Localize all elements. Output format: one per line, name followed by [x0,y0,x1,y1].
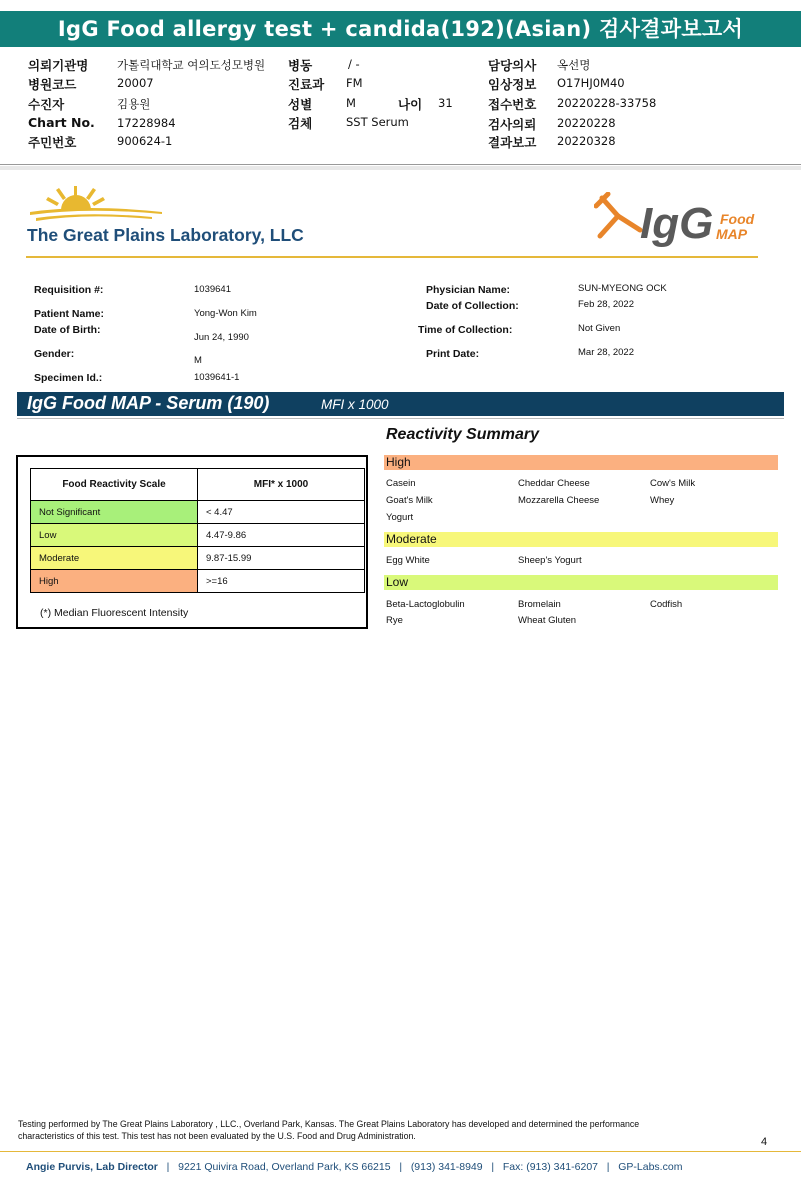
value-chart-no: 17228984 [117,116,176,130]
high-band: High [384,455,778,470]
high-item: Cheddar Cheese [518,478,590,489]
value-institution: 가톨릭대학교 여의도성모병원 [117,58,266,72]
lab-director: Angie Purvis, Lab Director [26,1161,158,1173]
scale-row [31,570,365,593]
physician-label: Physician Name: [426,284,511,296]
lab-website[interactable]: GP-Labs.com [618,1161,683,1173]
high-item: Mozzarella Cheese [518,495,600,506]
patient-name-value: Yong-Won Kim [194,308,257,319]
label-clinical-info: 임상정보 [488,77,537,92]
scale-range: < 4.47 [198,501,365,524]
igg-logo-text: IgG [640,199,714,248]
sun-logo-icon [26,184,166,226]
dob-value: Jun 24, 1990 [194,332,249,343]
footer-disclaimer-line1: Testing performed by The Great Plains Laboratory , LLC., Overland Park, Kansas. The Great Plains Laboratory has developed and determined the performance [18,1119,640,1129]
moderate-band: Moderate [384,532,778,547]
value-specimen: SST Serum [346,115,409,129]
footer-contact: Angie Purvis, Lab Director | 9221 Quivira Road, Overland Park, KS 66215 | (913) 341-8949 | Fax: (913) 341-6207 | GP-Labs.com [26,1161,683,1173]
lab-phone: (913) 341-8949 [410,1161,483,1173]
collection-date-label: Date of Collection: [426,300,519,312]
specimen-value: 1039641-1 [194,372,240,383]
report-title: IgG Food allergy test + candida(192)(Asian) 검사결과보고서 [0,11,801,47]
high-item: Yogurt [386,512,414,523]
scale-row [31,547,365,570]
physician-value: SUN-MYEONG OCK [578,283,667,294]
value-doctor: 옥선명 [557,58,591,72]
requisition-value: 1039641 [194,284,231,295]
scale-range: 4.47-9.86 [198,524,365,547]
scale-level: Not Significant [31,501,198,524]
value-patient: 김용원 [117,97,151,111]
value-age: 31 [438,96,453,110]
header-divider [0,164,801,165]
scale-range: 9.87-15.99 [198,547,365,570]
label-report-date: 결과보고 [488,135,537,150]
label-ward: 병동 [288,58,313,73]
label-resident-no: 주민번호 [28,135,77,150]
page-number: 4 [761,1136,768,1148]
scale-col-mfi-header: MFI* x 1000 [198,469,365,501]
label-institution: 의뢰기관명 [28,58,89,73]
label-sex: 성별 [288,97,313,112]
print-date-label: Print Date: [426,348,480,360]
logo-map: MAP [716,226,748,242]
label-specimen: 검체 [288,116,313,131]
high-item: Casein [386,478,416,489]
label-age: 나이 [398,97,423,112]
moderate-item: Sheep's Yogurt [518,555,582,566]
scale-row [31,501,365,524]
header-shadow [0,166,801,170]
logo-food: Food [720,211,755,227]
mfi-footnote: (*) Median Fluorescent Intensity [40,607,189,619]
requisition-label: Requisition #: [34,284,104,296]
scale-level: Low [31,524,198,547]
value-request-date: 20220228 [557,116,616,130]
patient-name-label: Patient Name: [34,308,105,320]
value-resident-no: 900624-1 [117,134,173,148]
section-title-bar [17,392,784,416]
value-report-date: 20220328 [557,134,616,148]
value-department: FM [346,76,363,90]
lab-fax: Fax: (913) 341-6207 [502,1161,599,1173]
label-patient: 수진자 [28,97,65,112]
scale-header-row [31,469,365,501]
reactivity-scale-box [16,455,368,629]
section-subtitle: MFI x 1000 [321,397,389,412]
high-item: Goat's Milk [386,495,433,506]
scale-level: Moderate [31,547,198,570]
label-department: 진료과 [288,77,325,92]
moderate-item: Egg White [386,555,430,566]
value-receipt-no: 20220228-33758 [557,96,657,110]
value-hospital-code: 20007 [117,76,154,90]
scale-level: High [31,570,198,593]
high-item: Cow's Milk [650,478,696,489]
reactivity-scale-table [30,468,365,593]
low-band: Low [384,575,778,590]
section-title: IgG Food MAP - Serum (190) [27,393,270,413]
low-item: Bromelain [518,599,561,610]
lab-address: 9221 Quivira Road, Overland Park, KS 66215 [178,1161,391,1173]
footer-disclaimer-line2: characteristics of this test. This test has not been evaluated by the U.S. Food and Drug Administration. [18,1131,416,1141]
scale-row [31,524,365,547]
label-doctor: 담당의사 [488,58,537,73]
low-item: Codfish [650,599,683,610]
gold-divider [26,256,758,258]
value-clinical-info: O17HJ0M40 [557,76,625,90]
scale-col-level-header: Food Reactivity Scale [31,469,198,501]
footer-divider [0,1151,801,1152]
antibody-icon [594,192,646,242]
lab-name: The Great Plains Laboratory, LLC [27,225,304,245]
gender-value: M [194,355,202,366]
specimen-label: Specimen Id.: [34,372,103,384]
label-request-date: 검사의뢰 [488,117,537,132]
scale-range: >=16 [198,570,365,593]
low-item: Rye [386,615,403,626]
print-date-value: Mar 28, 2022 [578,347,634,358]
label-hospital-code: 병원코드 [28,77,77,92]
section-underline [17,418,784,419]
gender-label: Gender: [34,348,75,360]
collection-time-label: Time of Collection: [418,324,513,336]
label-receipt-no: 접수번호 [488,97,537,112]
reactivity-summary-title: Reactivity Summary [386,426,539,443]
low-item: Beta-Lactoglobulin [386,599,465,610]
label-chart-no: Chart No. [28,115,95,130]
dob-label: Date of Birth: [34,324,101,336]
collection-date-value: Feb 28, 2022 [578,299,634,310]
collection-time-value: Not Given [578,323,621,334]
low-item: Wheat Gluten [518,615,577,626]
high-item: Whey [650,495,675,506]
value-ward: / - [348,57,360,71]
value-sex: M [346,96,356,110]
